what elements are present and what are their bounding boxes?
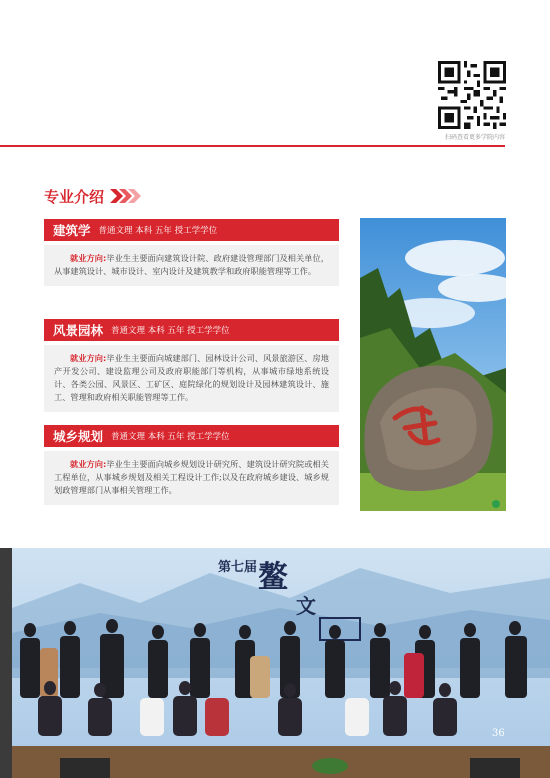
major-header: [44, 319, 339, 341]
banner-subtitle: 文: [296, 594, 316, 618]
direction-label: 就业方向:: [70, 353, 107, 363]
qr-code-icon: [438, 61, 506, 129]
major-name: 城乡规划: [53, 429, 104, 444]
direction-text: 毕业生主要面向城乡规划设计研究所、建筑设计研究院或相关工程单位，从事城乡规划及相关工程设计工作;以及在政府城乡建设、城乡规划政管理部门从事相关管理工作。: [54, 459, 329, 495]
major-name: 建筑学: [53, 223, 91, 238]
major-description: [44, 345, 339, 412]
direction-text: 毕业生主要面向城建部门、园林设计公司、风景旅游区、房地产开发公司、建设监理公司及政府职能部门等机构，从事城市绿地系统设计、各类公园、风景区、工矿区、庭院绿化的规划设计及园林建筑设计、施工、管理和政府相关职能管理等工作。: [54, 353, 329, 402]
banner-title: 鳌: [258, 560, 288, 595]
section-title: 专业介绍: [44, 188, 105, 206]
major-architecture: [44, 219, 339, 286]
major-description: [44, 245, 339, 286]
major-meta: 普通文理 本科 五年 授工学学位: [98, 226, 218, 236]
triple-chevron-icon: [110, 189, 142, 203]
header-divider: [0, 145, 505, 147]
direction-label: 就业方向:: [70, 459, 107, 469]
banner-prefix: 第七届: [218, 560, 258, 575]
direction-label: 就业方向:: [70, 253, 107, 263]
major-name: 风景园林: [53, 323, 104, 338]
page-number: 36: [492, 728, 505, 739]
major-urban-planning: [44, 425, 339, 505]
major-header: [44, 219, 339, 241]
campus-rock-photo: [360, 218, 506, 511]
major-description: [44, 451, 339, 505]
major-meta: 普通文理 本科 五年 授工学学位: [111, 432, 230, 442]
major-meta: 普通文理 本科 五年 授工学学位: [111, 326, 230, 336]
direction-text: 毕业生主要面向建筑设计院、政府建设管理部门及相关单位，从事建筑设计、城市设计、室内设计及建筑教学和政府职能管理等工作。: [54, 253, 329, 276]
qr-caption: 扫码查看更多学院内容: [444, 134, 505, 141]
major-landscape-architecture: [44, 319, 339, 412]
major-header: [44, 425, 339, 447]
